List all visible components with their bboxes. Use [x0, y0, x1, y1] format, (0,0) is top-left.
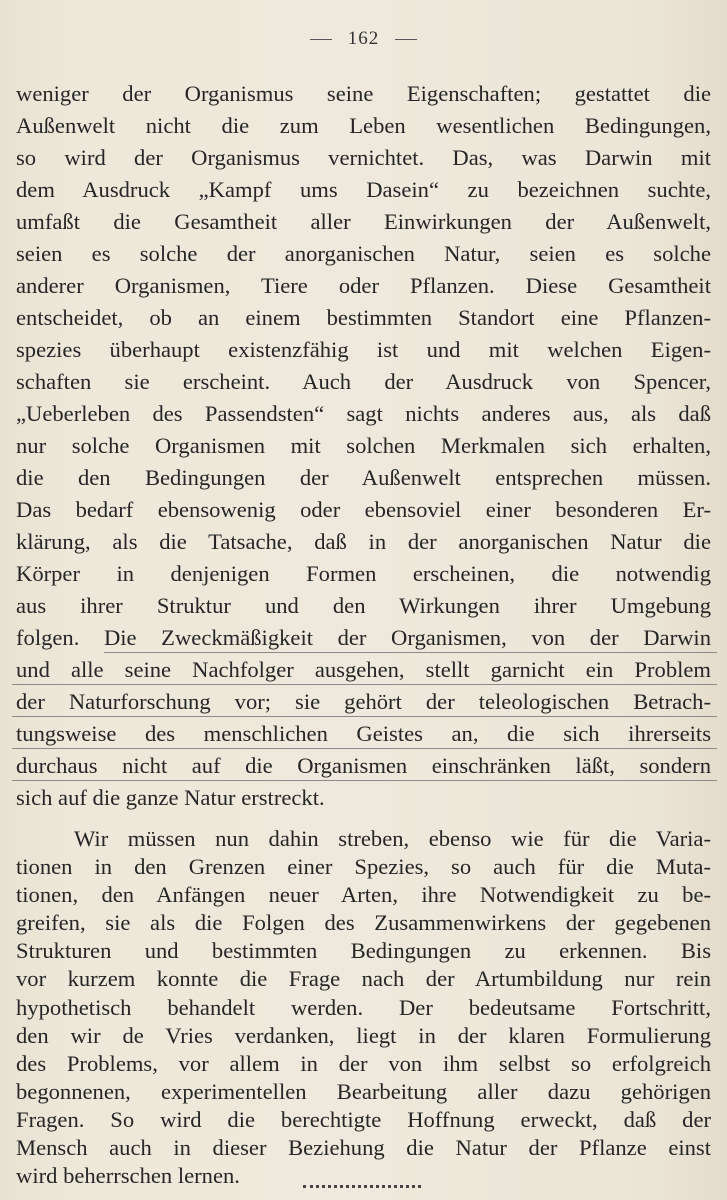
text-line: der Naturforschung vor; sie gehört der teleologischen Betrach-	[16, 686, 711, 718]
page-number: 162	[347, 28, 380, 49]
page-number-header	[0, 28, 727, 50]
text-line: Wir müssen nun dahin streben, ebenso wie für die Varia-	[74, 826, 711, 851]
text-line: Mensch auch in dieser Beziehung die Natur der Pflanze einst	[16, 1134, 711, 1160]
text-line: sich auf die ganze Natur erstreckt.	[16, 785, 325, 810]
left-dash	[310, 39, 332, 40]
text-line: des Problems, vor allem in der von ihm selbst so erfolgreich	[16, 1050, 711, 1076]
text-line: tungsweise des menschlichen Geistes an, die sich ihrerseits	[16, 718, 711, 750]
text-line: Außenwelt nicht die zum Leben wesentlichen Bedingungen,	[16, 113, 711, 138]
text-line: hypothetisch behandelt werden. Der bedeutsame Fortschritt,	[16, 994, 711, 1020]
text-line: so wird der Organismus vernichtet. Das, was Darwin mit	[16, 145, 711, 170]
text-line: und alle seine Nachfolger ausgehen, stellt garnicht ein Problem	[16, 654, 711, 686]
text-line: tionen, den Anfängen neuer Arten, ihre Notwendigkeit zu be-	[16, 882, 711, 908]
text-line: durchaus nicht auf die Organismen einschränken läßt, sondern	[16, 750, 711, 782]
text-line: seien es solche der anorganischen Natur, seien es solche	[16, 241, 711, 266]
text-line: umfaßt die Gesamtheit aller Einwirkungen der Außenwelt,	[16, 209, 711, 234]
text-line: den wir de Vries verdanken, liegt in der klaren Formulierung	[16, 1022, 711, 1048]
text-line: Fragen. So wird die berechtigte Hoffnung erweckt, daß der	[16, 1106, 711, 1132]
text-line: schaften sie erscheint. Auch der Ausdruck von Spencer,	[16, 369, 711, 394]
text-line: klärung, als die Tatsache, daß in der anorganischen Natur die	[16, 529, 711, 554]
text-line: begonnenen, experimentellen Bearbeitung aller dazu gehörigen	[16, 1078, 711, 1104]
text-line: die den Bedingungen der Außenwelt entsprechen müssen.	[16, 465, 711, 490]
text-line: weniger der Organismus seine Eigenschaften; gestattet die	[16, 81, 711, 106]
text-line: Strukturen und bestimmten Bedingungen zu erkennen. Bis	[16, 938, 711, 964]
text-line: greifen, sie als die Folgen des Zusammenwirkens der gegebenen	[16, 910, 711, 936]
text-line: vor kurzem konnte die Frage nach der Artumbildung nur rein	[16, 966, 711, 992]
text-line: anderer Organismen, Tiere oder Pflanzen. Diese Gesamtheit	[16, 273, 711, 298]
text-line: spezies überhaupt existenzfähig ist und mit welchen Eigen-	[16, 337, 711, 362]
right-dash	[395, 39, 417, 40]
text-line: „Ueberleben des Passendsten“ sagt nichts anderes aus, als daß	[16, 401, 711, 426]
text-line: folgen. Die Zweckmäßigkeit der Organismen, von der Darwin	[16, 622, 711, 654]
text-line: Körper in denjenigen Formen erscheinen, die notwendig	[16, 561, 711, 586]
text-line: tionen in den Grenzen einer Spezies, so auch für die Muta-	[16, 854, 711, 880]
text-line: nur solche Organismen mit solchen Merkmalen sich erhalten,	[16, 433, 711, 458]
text-line: aus ihrer Struktur und den Wirkungen ihrer Umgebung	[16, 593, 711, 618]
text-line: Das bedarf ebensowenig oder ebensoviel einer besonderen Er-	[16, 497, 711, 522]
text-line: entscheidet, ob an einem bestimmten Standort eine Pflanzen-	[16, 305, 711, 330]
text-line: dem Ausdruck „Kampf ums Dasein“ zu bezeichnen suchte,	[16, 177, 711, 202]
text-line: wird beherrschen lernen.	[16, 1163, 240, 1188]
footer-ornament-rule	[303, 1185, 421, 1188]
